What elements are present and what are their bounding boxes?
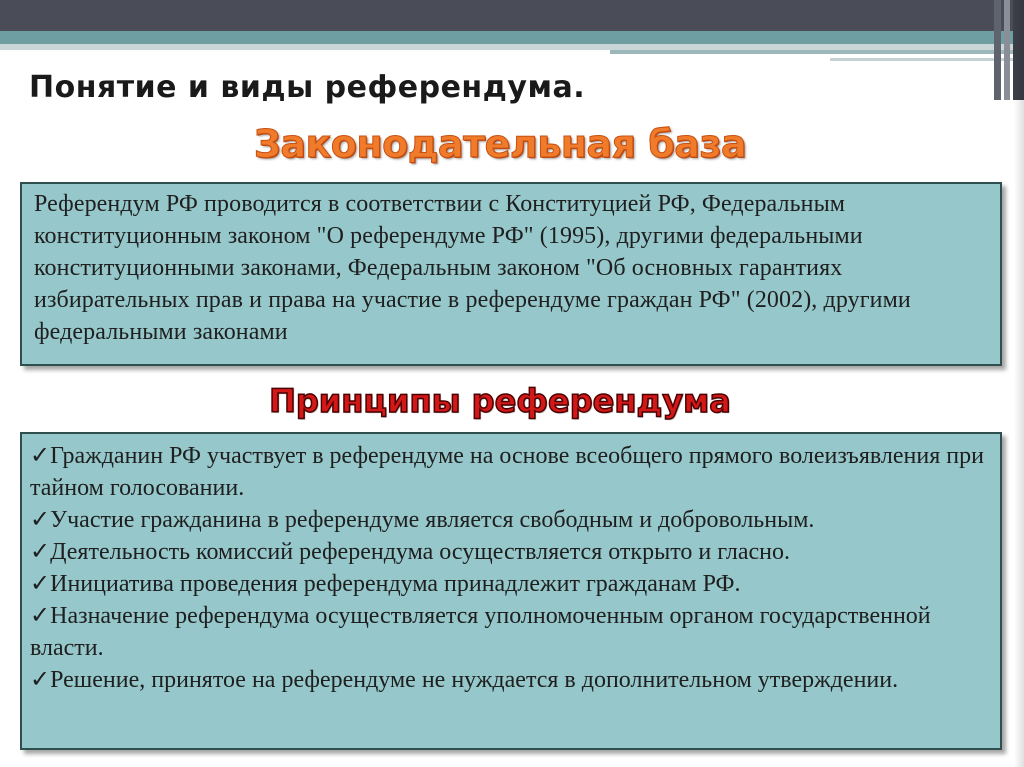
- principle-text: Назначение референдума осуществляется уполномоченным органом государственной власти.: [30, 603, 931, 661]
- top-decorative-band: [0, 0, 1024, 31]
- principle-item: [30, 504, 992, 536]
- legal-basis-heading: Законодательная база: [253, 122, 747, 166]
- checkmark-icon: ✓: [30, 603, 51, 629]
- top-teal-band: [0, 31, 1024, 44]
- right-edge-shadow: [1014, 0, 1024, 767]
- principle-item: [30, 568, 992, 600]
- checkmark-icon: ✓: [30, 539, 51, 565]
- checkmark-icon: ✓: [30, 571, 51, 597]
- checkmark-icon: ✓: [30, 443, 51, 469]
- principles-box: [20, 432, 1002, 750]
- principle-text: Инициатива проведения референдума принадлежит гражданам РФ.: [50, 571, 741, 597]
- checkmark-icon: ✓: [30, 667, 51, 693]
- principle-item: [30, 600, 992, 664]
- principle-item: [30, 536, 992, 568]
- top-accent-line: [610, 50, 1024, 54]
- legal-basis-text: Референдум РФ проводится в соответствии с Конституцией РФ, Федеральным конституционным законом "О референдуме РФ" (1995), другими федеральными конституционными законами, Федеральным законом "Об основных гарантиях избирательных прав и права на участие в референдуме граждан РФ" (2002), другими федеральными законами: [34, 191, 911, 345]
- principle-item: [30, 664, 992, 696]
- principle-text: Участие гражданина в референдуме является свободным и добровольным.: [50, 507, 815, 533]
- legal-basis-box: [20, 182, 1002, 366]
- page-title: Понятие и виды референдума.: [29, 70, 586, 105]
- checkmark-icon: ✓: [30, 507, 51, 533]
- principle-text: Деятельность комиссий референдума осуществляется открыто и гласно.: [50, 539, 790, 565]
- principle-text: Гражданин РФ участвует в референдуме на основе всеобщего прямого волеизъявления при тайном голосовании.: [30, 443, 984, 501]
- principle-item: [30, 440, 992, 504]
- principle-text: Решение, принятое на референдуме не нуждается в дополнительном утверждении.: [50, 667, 899, 693]
- principles-heading: Принципы референдума: [269, 382, 731, 420]
